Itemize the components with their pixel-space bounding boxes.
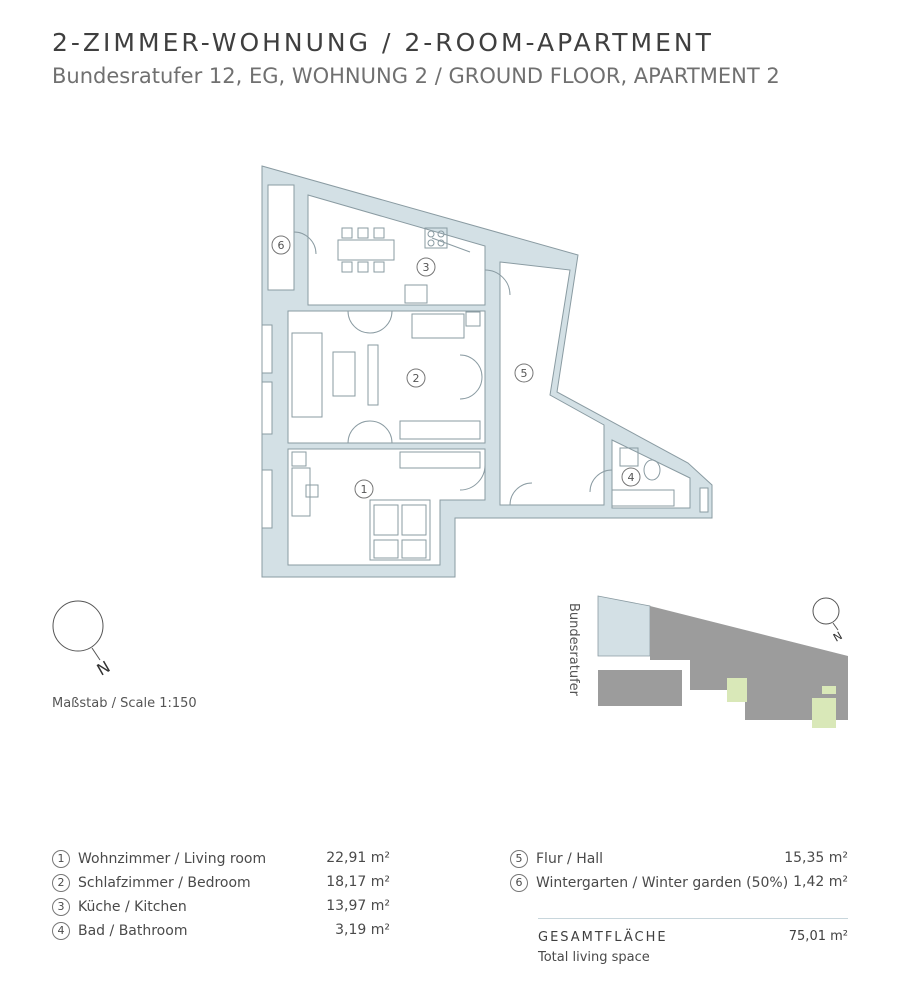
room-label: Küche / Kitchen <box>78 899 187 915</box>
total-label: GESAMTFLÄCHE <box>538 930 668 945</box>
room-number-2: 2 <box>412 372 420 385</box>
street-label: Bundesratufer <box>566 603 581 696</box>
site-compass-letter: N <box>831 629 845 645</box>
room-area: 22,91 m² <box>326 850 390 866</box>
room-label: Wohnzimmer / Living room <box>78 851 267 867</box>
room-area: 13,97 m² <box>326 898 390 914</box>
room-number-4: 4 <box>627 471 635 484</box>
site-compass-icon <box>813 598 845 645</box>
room-list-right <box>510 850 848 900</box>
compass-icon <box>53 601 113 679</box>
room-number-badge: 3 <box>52 898 70 916</box>
room-number-1: 1 <box>360 483 368 496</box>
room-area: 3,19 m² <box>335 922 390 938</box>
list-item <box>52 874 390 894</box>
compass-letter: N <box>93 657 114 680</box>
room-bedroom <box>288 311 485 443</box>
room-area: 15,35 m² <box>784 850 848 866</box>
page-title: 2-ZIMMER-WOHNUNG / 2-ROOM-APARTMENT <box>52 28 714 57</box>
room-label: Bad / Bathroom <box>78 923 188 939</box>
room-number-badge: 4 <box>52 922 70 940</box>
scale-label: Maßstab / Scale 1:150 <box>52 696 197 711</box>
room-label: Schlafzimmer / Bedroom <box>78 875 251 891</box>
total-sublabel: Total living space <box>538 950 650 965</box>
page-subtitle: Bundesratufer 12, EG, WOHNUNG 2 / GROUND FLOOR, APARTMENT 2 <box>52 64 780 88</box>
room-number-badge: 1 <box>52 850 70 868</box>
room-hall <box>500 262 604 505</box>
list-item <box>510 874 848 894</box>
room-number-badge: 6 <box>510 874 528 892</box>
site-map <box>590 596 848 728</box>
room-number-badge: 5 <box>510 850 528 868</box>
room-list-left <box>52 850 390 950</box>
total-divider <box>538 918 848 919</box>
room-label: Wintergarten / Winter garden (50%) <box>536 875 789 891</box>
room-number-6: 6 <box>277 239 285 252</box>
room-number-3: 3 <box>422 261 430 274</box>
room-number-5: 5 <box>520 367 528 380</box>
room-area: 1,42 m² <box>793 874 848 890</box>
room-number-badge: 2 <box>52 874 70 892</box>
list-item <box>52 922 390 942</box>
room-area: 18,17 m² <box>326 874 390 890</box>
list-item <box>510 850 848 870</box>
room-label: Flur / Hall <box>536 851 604 867</box>
total-value: 75,01 m² <box>788 929 848 944</box>
list-item <box>52 898 390 918</box>
list-item <box>52 850 390 870</box>
